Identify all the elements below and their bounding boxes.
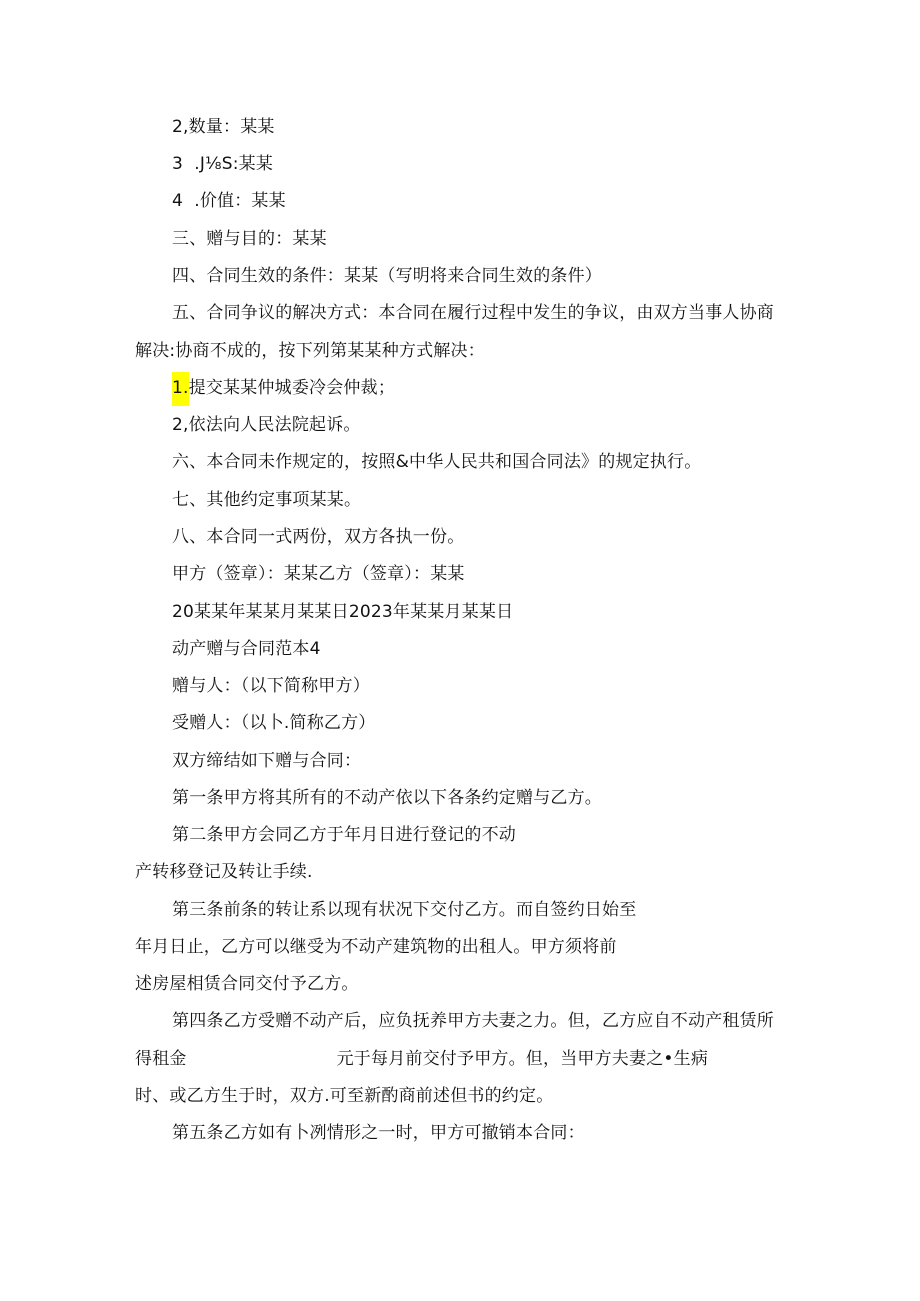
agreement-intro: 双方缔结如下赠与合同： [172, 751, 362, 771]
article-3-continued: 年月日止，乙方可以继受为不动产建筑物的出租人。甲方须将前 [135, 937, 617, 957]
article-2: 第二条甲方会同乙方于年月日进行登记的不动 [172, 825, 516, 845]
template-heading: 动产赠与合同范本4 [172, 639, 321, 659]
article-3: 第三条前条的转让系以现有状况下交付乙方。而自签约日始至 [172, 900, 637, 920]
rent-text: 元于每月前交付予甲方。但，当甲方夫妻之•生病 [336, 1049, 709, 1069]
section-purpose: 三、赠与目的：某某 [172, 229, 327, 249]
article-4-continued [135, 1048, 708, 1070]
article-5: 第五条乙方如有卜冽情形之一时，甲方可撤销本合同： [172, 1123, 585, 1143]
section-unspecified-matters: 六、本合同未作规定的，按照&中华人民共和国合同法》的规定执行。 [172, 452, 702, 472]
item-value: 4 .价值：某某 [172, 191, 286, 211]
article-3-continued-2: 述房屋相赁合同交付予乙方。 [135, 974, 359, 994]
rent-label: 得租金 [135, 1049, 187, 1069]
article-2-continued: 产转移登记及转让手续. [135, 862, 313, 882]
dispute-resolution-continued: 解决:协商不成的，按下列第某某种方式解决： [135, 341, 485, 361]
date-line: 20某某年某某月某某日2023年某某月某某日 [172, 602, 514, 622]
section-effective-conditions: 四、合同生效的条件：某某（写明将来合同生效的条件） [172, 266, 602, 286]
section-other-matters: 七、其他约定事项某某。 [172, 490, 362, 510]
article-4: 第四条乙方受赠不动产后，应负抚养甲方夫妻之力。但，乙方应自不动产租赁所 [172, 1011, 774, 1031]
section-copies: 八、本合同一式两份，双方各执一份。 [172, 527, 465, 547]
signature-line: 甲方（签章）：某某乙方（签章）：某某 [172, 564, 465, 584]
article-4-continued-2: 时、或乙方生于时，双方.可至新酌商前述但书的约定。 [135, 1086, 554, 1106]
donor-line: 赠与人：（以下简称甲方） [172, 676, 370, 696]
item-quantity: 2,数量：某某 [172, 117, 275, 137]
option-arbitration [172, 377, 395, 399]
section-dispute-resolution: 五、合同争议的解决方式：本合同在履行过程中发生的争议，由双方当事人协商 [172, 303, 774, 323]
article-1: 第一条甲方将其所有的不动产依以下各条约定赠与乙方。 [172, 788, 602, 808]
highlighted-number: 1. [172, 372, 189, 406]
item-3: 3 .J⅛S:某某 [172, 154, 274, 174]
option-arbitration-text: 提交某某仲城委冷会仲裁； [188, 378, 396, 398]
option-court: 2,依法向人民法院起诉。 [172, 415, 361, 435]
donee-line: 受赠人：（以卜.简称乙方） [172, 713, 376, 733]
